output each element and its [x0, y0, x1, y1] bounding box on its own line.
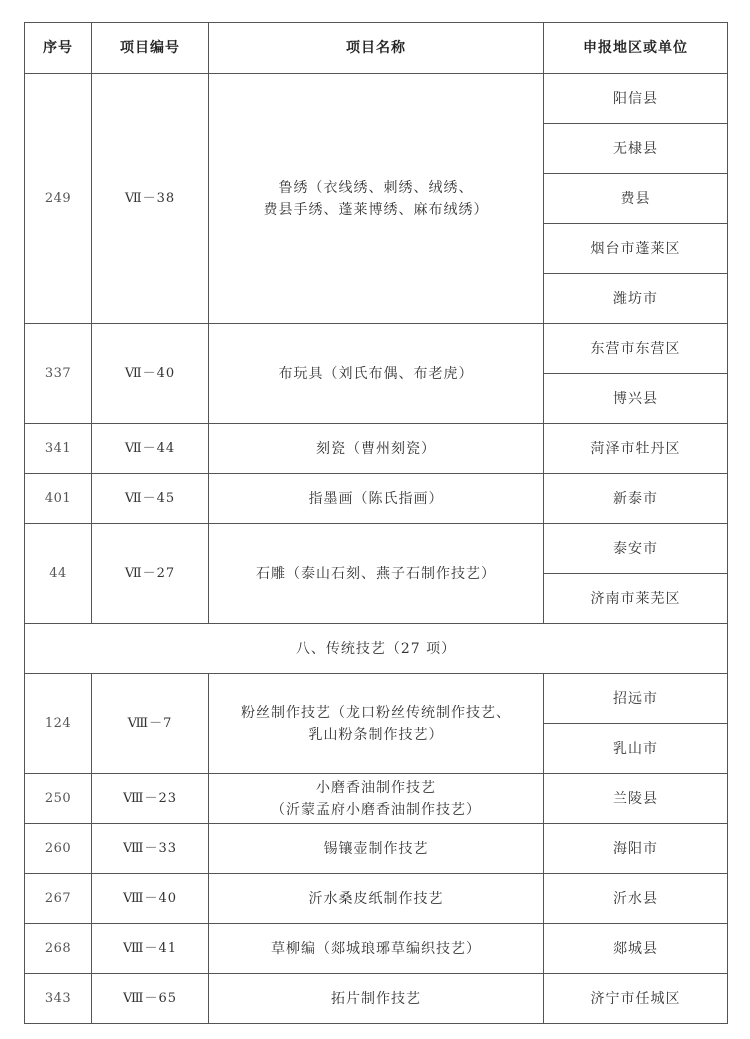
project-name-line: （沂蒙孟府小磨香油制作技艺）: [271, 801, 481, 818]
project-code-cell: Ⅶ－38: [92, 74, 209, 324]
project-name-line: 指墨画（陈氏指画）: [308, 490, 444, 507]
heritage-table: [24, 22, 728, 1024]
region-cell: 东营市东营区: [544, 324, 728, 374]
project-name-cell: [209, 324, 544, 424]
project-code-cell: Ⅷ－40: [92, 874, 209, 924]
region-cell: 烟台市蓬莱区: [544, 224, 728, 274]
region-cell: 潍坊市: [544, 274, 728, 324]
table-row: [25, 474, 728, 524]
region-cell: 无棣县: [544, 124, 728, 174]
project-name-cell: [209, 74, 544, 324]
project-code-cell: Ⅷ－33: [92, 824, 209, 874]
table-row: [25, 324, 728, 374]
project-name-line: 小磨香油制作技艺: [316, 779, 436, 796]
table-row: [25, 874, 728, 924]
project-code-cell: Ⅷ－23: [92, 774, 209, 824]
project-name-cell: [209, 974, 544, 1024]
region-cell: 费县: [544, 174, 728, 224]
project-code-cell: Ⅶ－44: [92, 424, 209, 474]
table-row: [25, 524, 728, 574]
region-cell: 阳信县: [544, 74, 728, 124]
serial-number-cell: 341: [25, 424, 92, 474]
project-code-cell: Ⅶ－27: [92, 524, 209, 624]
project-name-cell: [209, 874, 544, 924]
project-code-cell: Ⅷ－65: [92, 974, 209, 1024]
project-name-cell: [209, 424, 544, 474]
heritage-table-sheet: [24, 22, 728, 1024]
project-name-cell: [209, 674, 544, 774]
project-code-cell: Ⅷ－7: [92, 674, 209, 774]
serial-number-cell: 250: [25, 774, 92, 824]
column-header-seq: 序号: [25, 23, 92, 74]
project-name-cell: [209, 824, 544, 874]
header-row: [25, 23, 728, 74]
project-code-cell: Ⅶ－40: [92, 324, 209, 424]
table-row: [25, 74, 728, 124]
table-row: [25, 424, 728, 474]
table-row: [25, 924, 728, 974]
region-cell: 兰陵县: [544, 774, 728, 824]
section-heading: 八、传统技艺（27 项）: [25, 624, 728, 674]
project-name-cell: [209, 924, 544, 974]
project-name-line: 石雕（泰山石刻、燕子石制作技艺）: [256, 565, 496, 582]
serial-number-cell: 337: [25, 324, 92, 424]
column-header-region: 申报地区或单位: [544, 23, 728, 74]
table-row: [25, 674, 728, 724]
project-name-line: 沂水桑皮纸制作技艺: [308, 890, 444, 907]
region-cell: 郯城县: [544, 924, 728, 974]
serial-number-cell: 268: [25, 924, 92, 974]
region-cell: 新泰市: [544, 474, 728, 524]
project-code-cell: Ⅷ－41: [92, 924, 209, 974]
serial-number-cell: 44: [25, 524, 92, 624]
column-header-name: 项目名称: [209, 23, 544, 74]
region-cell: 海阳市: [544, 824, 728, 874]
project-name-cell: [209, 474, 544, 524]
table-row: [25, 824, 728, 874]
table-body: [25, 74, 728, 1024]
region-cell: 菏泽市牡丹区: [544, 424, 728, 474]
project-name-cell: [209, 524, 544, 624]
project-name-line: 乳山粉条制作技艺）: [308, 726, 444, 743]
serial-number-cell: 260: [25, 824, 92, 874]
project-name-cell: [209, 774, 544, 824]
project-name-line: 布玩具（刘氏布偶、布老虎）: [278, 365, 474, 382]
project-name-line: 费县手绣、蓬莱博绣、麻布绒绣）: [263, 201, 489, 218]
serial-number-cell: 343: [25, 974, 92, 1024]
serial-number-cell: 124: [25, 674, 92, 774]
table-header: [25, 23, 728, 74]
project-name-line: 草柳编（郯城琅琊草编织技艺）: [271, 940, 481, 957]
table-row: [25, 774, 728, 824]
table-row: [25, 974, 728, 1024]
project-name-line: 锡镶壶制作技艺: [323, 840, 429, 857]
region-cell: 博兴县: [544, 374, 728, 424]
region-cell: 沂水县: [544, 874, 728, 924]
project-name-line: 粉丝制作技艺（龙口粉丝传统制作技艺、: [241, 704, 511, 721]
region-cell: 招远市: [544, 674, 728, 724]
region-cell: 济宁市任城区: [544, 974, 728, 1024]
region-cell: 济南市莱芜区: [544, 574, 728, 624]
project-code-cell: Ⅶ－45: [92, 474, 209, 524]
project-name-line: 拓片制作技艺: [331, 990, 421, 1007]
serial-number-cell: 249: [25, 74, 92, 324]
section-row: [25, 624, 728, 674]
project-name-line: 鲁绣（衣线绣、刺绣、绒绣、: [278, 179, 474, 196]
project-name-line: 刻瓷（曹州刻瓷）: [316, 440, 436, 457]
column-header-code: 项目编号: [92, 23, 209, 74]
serial-number-cell: 267: [25, 874, 92, 924]
region-cell: 乳山市: [544, 724, 728, 774]
region-cell: 泰安市: [544, 524, 728, 574]
serial-number-cell: 401: [25, 474, 92, 524]
